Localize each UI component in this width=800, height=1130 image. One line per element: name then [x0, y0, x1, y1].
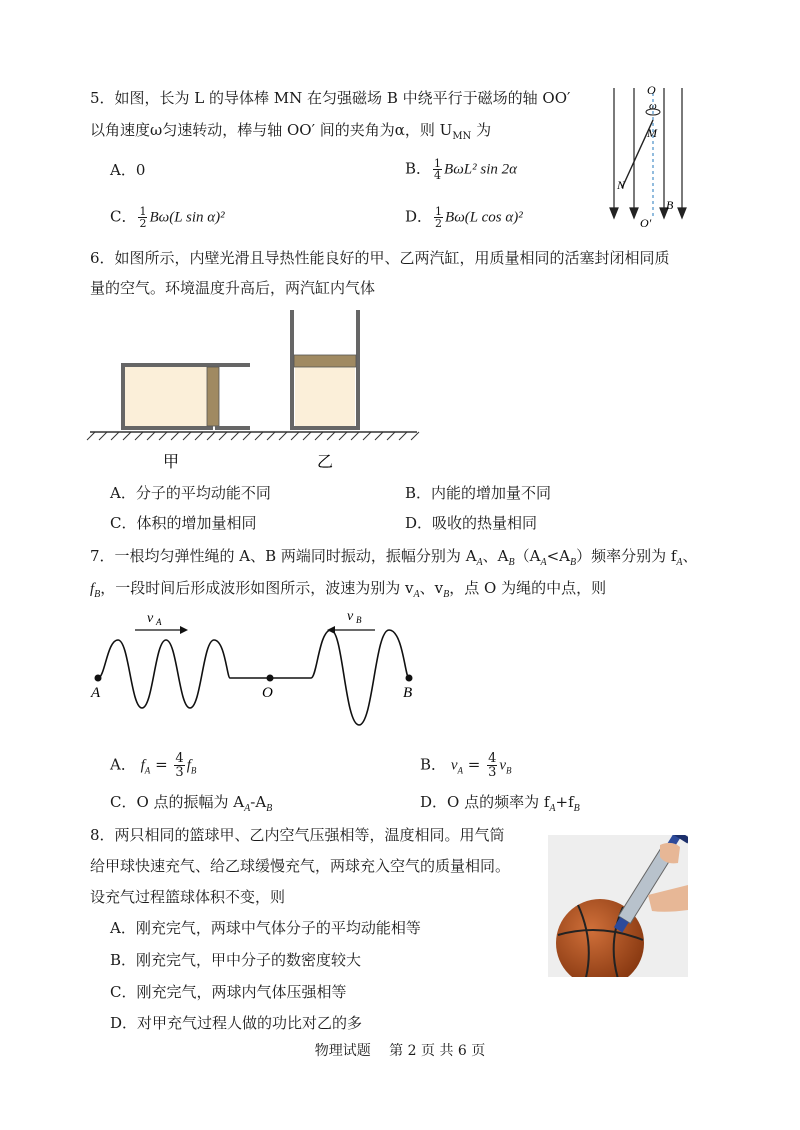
q6-option-a: A．分子的平均动能不同 [110, 484, 271, 502]
cylinder-yi [292, 310, 358, 428]
q6-cylinders-figure [85, 305, 425, 480]
q5-rotating-rod-figure [596, 78, 696, 228]
q7-option-d: D．O 点的频率为 $f_A+f_B$ [420, 793, 580, 814]
q5-label-b: B [666, 198, 674, 212]
q7-option-c: C．O 点的振幅为 $A_A-A_B$ [110, 793, 273, 814]
q7-label-vb-sub: B [356, 615, 362, 625]
page-footer: 物理试题 第 2 页 共 6 页 [314, 1043, 486, 1059]
label-yi: 乙 [317, 452, 334, 471]
q6-option-d: D．吸收的热量相同 [405, 514, 538, 532]
q7-option-a: A． $f_A$ = $\frac{4}{3}$ $f_B$ [110, 751, 197, 780]
q8-option-d: D．对甲充气过程人做的功比对乙的多 [110, 1014, 363, 1032]
q7-label-va-sub: A [156, 617, 162, 627]
q8-stem-line3: 设充气过程篮球体积不变，则 [90, 888, 286, 906]
q8-option-b: B．刚充完气，甲中分子的数密度较大 [110, 951, 362, 969]
q6-option-b: B．内能的增加量不同 [405, 484, 552, 502]
q5-label-m: M [647, 126, 657, 140]
q5-label-omega: ω [649, 100, 657, 112]
q6-option-c: C．体积的增加量相同 [110, 514, 257, 532]
q7-label-b: B [403, 685, 413, 701]
q5-stem-line2: 以角速度ω匀速转动，棒与轴 OO′ 间的夹角为α，则 $U_{MN}$ 为 [90, 121, 492, 142]
label-jia: 甲 [163, 452, 180, 471]
q5-label-o-prime: O′ [640, 216, 652, 228]
q7-label-a: A [91, 685, 101, 701]
basketball-pump-photo [548, 835, 688, 977]
q8-option-c: C．刚充完气，两球内气体压强相等 [110, 983, 347, 1001]
q5-option-d: D． $\frac{1}{2}$ Bω(L cos α)² [405, 205, 523, 230]
q7-wave-figure [85, 600, 425, 735]
cylinder-jia [123, 365, 250, 428]
q8-option-a: A．刚充完气，两球中气体分子的平均动能相等 [110, 919, 421, 937]
q5-stem-line1: 5．如图，长为 L 的导体棒 MN 在匀强磁场 B 中绕平行于磁场的轴 OO′ [90, 89, 571, 107]
q5-label-n: N [617, 178, 626, 192]
q6-stem-line2: 量的空气。环境温度升高后，两汽缸内气体 [90, 279, 376, 297]
q7-option-b: B． $v_A$ = $\frac{4}{3}$ $v_B$ [420, 751, 512, 780]
q7-stem-line2: $f_B$，一段时间后形成波形如图所示，波速为别为 $v_A$、$v_B$，点 O 为绳的中点，则 [90, 579, 607, 600]
q8-stem-line2: 给甲球快速充气、给乙球缓慢充气，两球充入空气的质量相同。 [90, 857, 511, 875]
q6-stem-line1: 6．如图所示，内壁光滑且导热性能良好的甲、乙两汽缸，用质量相同的活塞封闭相同质 [90, 249, 670, 267]
q5-label-o: O [647, 83, 656, 97]
q7-label-o: O [262, 685, 273, 701]
q5-option-a: A．0 [110, 161, 146, 179]
q5-option-c: C． $\frac{1}{2}$ Bω(L sin α)² [110, 205, 225, 230]
q5-option-b: B． $\frac{1}{4}$ BωL² sin 2α [405, 157, 518, 182]
q7-label-vb: v [347, 609, 354, 624]
q8-stem-line1: 8．两只相同的篮球甲、乙内空气压强相等，温度相同。用气筒 [90, 826, 505, 844]
q7-stem-line1: 7．一根均匀弹性绳的 A、B 两端同时振动，振幅分别为 $A_A$、$A_B(A_A<A_B)$频率分别为 $f_A$、 [90, 547, 698, 568]
q7-label-va: v [147, 611, 154, 626]
